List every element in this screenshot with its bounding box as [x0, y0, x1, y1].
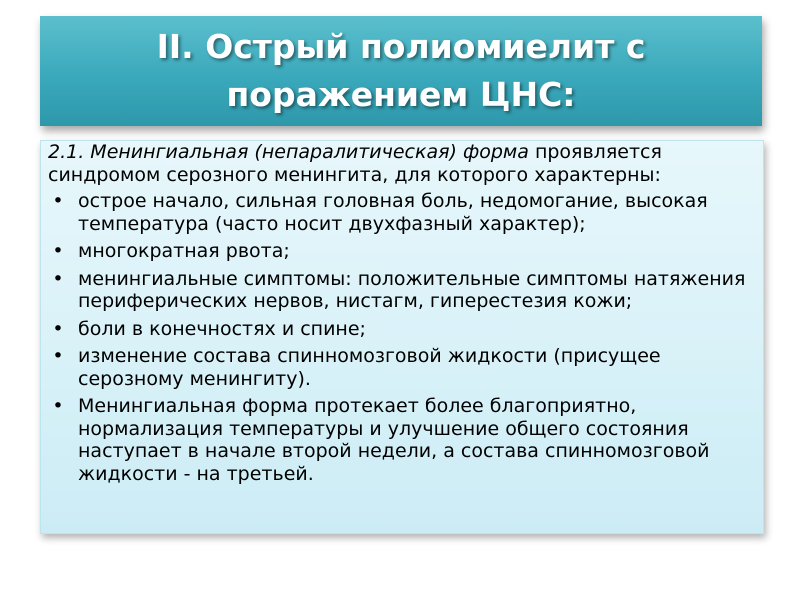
list-item — [48, 345, 760, 390]
bullet-icon: • — [52, 240, 64, 262]
intro-lead: 2.1. Менингиальная (непаралитическая) форма — [48, 141, 529, 163]
list-item — [48, 318, 760, 341]
intro-rest: проявляется синдромом серозного менингита, для которого характерны: — [48, 141, 662, 186]
bullet-icon: • — [52, 190, 64, 212]
content-body — [48, 141, 760, 490]
bullet-icon: • — [52, 395, 64, 417]
title-banner — [40, 16, 762, 126]
list-item-text: острое начало, сильная головная боль, недомогание, высокая температура (часто носит двухфазный характер); — [78, 190, 708, 235]
intro-paragraph — [48, 141, 760, 186]
list-item — [48, 240, 760, 263]
bullet-icon: • — [52, 345, 64, 367]
bullet-icon: • — [52, 317, 64, 340]
list-item-text: многократная рвота; — [78, 240, 290, 262]
bullet-icon: • — [52, 267, 64, 290]
list-item — [48, 395, 760, 485]
list-item — [48, 268, 760, 313]
list-item-text: изменение состава спинномозговой жидкости (присущее серозному менингиту). — [78, 345, 661, 390]
slide-title: II. Острый полиомиелит с поражением ЦНС: — [156, 27, 646, 114]
list-item — [48, 190, 760, 235]
list-item-text: боли в конечностях и спине; — [78, 317, 366, 340]
list-item-text: Менингиальная форма протекает более благоприятно, нормализация температуры и улучшение общего состояния наступает в начале второй недели, а состава спинномозговой жидкости - на третьей. — [78, 395, 710, 485]
bullet-list — [48, 190, 760, 485]
list-item-text: менингиальные симптомы: положительные симптомы натяжения периферических нервов, нистагм, гиперестезия кожи; — [78, 267, 746, 312]
